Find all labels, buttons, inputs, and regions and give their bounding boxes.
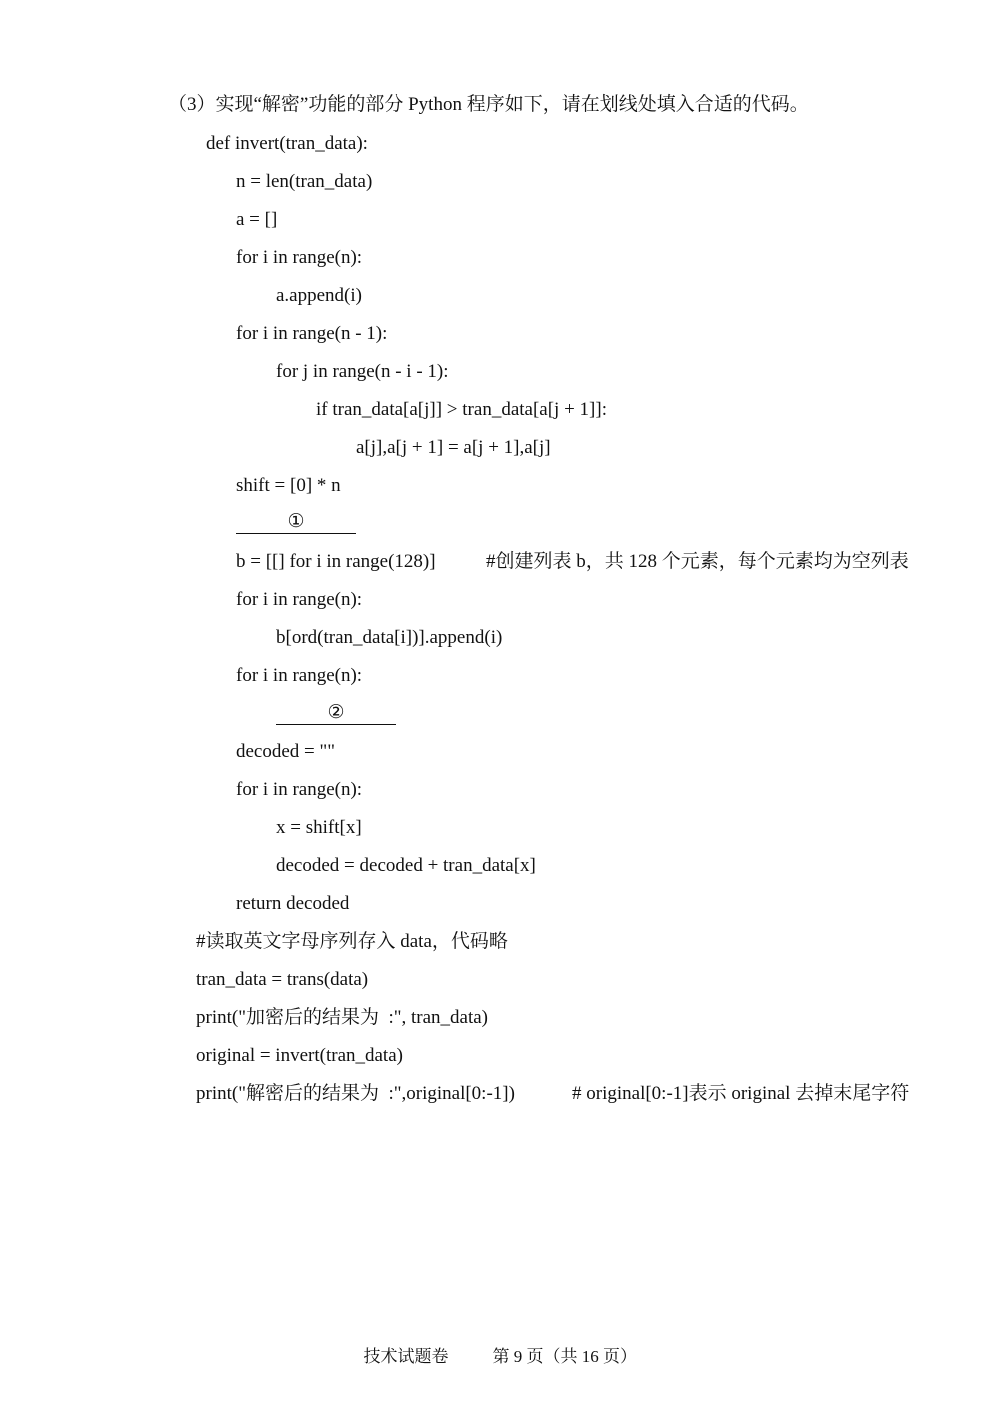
code-line-return: return decoded — [236, 893, 350, 914]
code-line-print-2: print("解密后的结果为 :",original[0:-1]) — [196, 1083, 515, 1104]
footer-subject: 技术试题卷 — [363, 1347, 449, 1366]
code-line-for-2: for i in range(n - 1): — [236, 323, 388, 344]
code-line-b-append: b[ord(tran_data[i])].append(i) — [276, 627, 503, 648]
answer-blank-2: ② — [276, 702, 396, 725]
code-line-for-3: for i in range(n): — [236, 589, 363, 610]
code-line-shift: shift = [0] * n — [236, 475, 341, 496]
code-comment-original: # original[0:-1]表示 original 去掉末尾字符 — [572, 1083, 910, 1104]
answer-blank-1: ① — [236, 511, 356, 534]
code-line-swap: a[j],a[j + 1] = a[j + 1],a[j] — [356, 437, 551, 458]
code-line-for-j: for j in range(n - i - 1): — [276, 361, 449, 382]
code-line-x: x = shift[x] — [276, 817, 362, 838]
code-line-tran-data: tran_data = trans(data) — [196, 969, 369, 990]
code-line-if: if tran_data[a[j]] > tran_data[a[j + 1]]: — [316, 399, 607, 420]
code-line-for-1: for i in range(n): — [236, 247, 363, 268]
code-line-n: n = len(tran_data) — [236, 171, 373, 192]
code-line-print-1: print("加密后的结果为 :", tran_data) — [196, 1007, 489, 1028]
code-line-a: a = [] — [236, 209, 278, 230]
code-line-decoded-concat: decoded = decoded + tran_data[x] — [276, 855, 536, 876]
code-line-read-comment: #读取英文字母序列存入 data，代码略 — [196, 931, 508, 952]
page-footer — [0, 1322, 992, 1367]
code-line-append: a.append(i) — [276, 285, 362, 306]
code-line-b: b = [[] for i in range(128)] — [236, 551, 436, 572]
code-line-def: def invert(tran_data): — [206, 133, 368, 154]
footer-page-number: 第 9 页（共 16 页） — [492, 1347, 637, 1366]
code-line-original: original = invert(tran_data) — [196, 1045, 403, 1066]
code-line-decoded: decoded = "" — [236, 741, 336, 762]
code-comment-b: #创建列表 b，共 128 个元素，每个元素均为空列表 — [486, 551, 909, 572]
code-line-for-5: for i in range(n): — [236, 779, 363, 800]
question-heading: （3）实现“解密”功能的部分 Python 程序如下，请在划线处填入合适的代码。 — [168, 94, 809, 115]
code-line-for-4: for i in range(n): — [236, 665, 363, 686]
